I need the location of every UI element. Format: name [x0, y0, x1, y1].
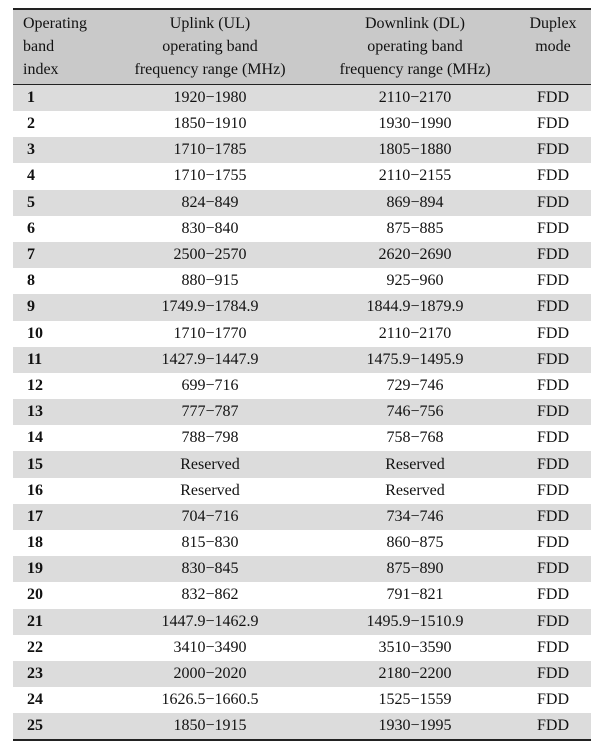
uplink-range-cell: 1710−1770	[173, 324, 247, 342]
band-index-cell: 22	[27, 638, 43, 656]
uplink-range-cell: 1626.5−1660.5	[161, 691, 259, 709]
table-header	[13, 9, 591, 85]
table-row	[13, 687, 591, 713]
table-row	[13, 530, 591, 556]
table-row	[13, 635, 591, 661]
downlink-range-cell: 860−875	[386, 534, 444, 552]
operating-bands-table	[13, 8, 591, 741]
table-row	[13, 294, 591, 320]
duplex-mode-cell: FDD	[536, 193, 569, 211]
duplex-mode-cell: FDD	[536, 560, 569, 578]
uplink-range-cell: 1710−1785	[173, 141, 247, 159]
downlink-range-cell: Reserved	[385, 455, 445, 473]
downlink-range-cell: 729−746	[386, 376, 444, 394]
band-index-cell: 10	[27, 324, 43, 342]
duplex-mode-cell: FDD	[536, 638, 569, 656]
duplex-mode-cell: FDD	[536, 717, 569, 735]
duplex-mode-cell: FDD	[536, 612, 569, 630]
downlink-range-cell: 1805−1880	[378, 141, 452, 159]
band-index-cell: 11	[27, 350, 43, 368]
uplink-range-cell: 830−840	[181, 219, 239, 237]
band-index-cell: 2	[27, 115, 35, 133]
uplink-range-cell: 704−716	[181, 507, 239, 525]
downlink-range-cell: 1844.9−1879.9	[366, 298, 464, 316]
duplex-mode-cell: FDD	[536, 455, 569, 473]
header-line: Downlink (DL)	[365, 15, 465, 32]
band-index-cell: 17	[27, 507, 43, 525]
band-index-cell: 9	[27, 298, 35, 316]
header-line: operating band	[162, 38, 258, 55]
downlink-range-cell: 1495.9−1510.9	[366, 612, 464, 630]
band-index-cell: 16	[27, 481, 43, 499]
duplex-mode-cell: FDD	[536, 586, 569, 604]
duplex-mode-cell: FDD	[536, 665, 569, 683]
downlink-range-cell: 1930−1990	[378, 115, 452, 133]
duplex-mode-cell: FDD	[536, 298, 569, 316]
duplex-mode-cell: FDD	[536, 350, 569, 368]
table-row	[13, 425, 591, 451]
header-line: operating band	[367, 38, 463, 55]
downlink-range-cell: 734−746	[386, 507, 444, 525]
downlink-range-cell: 2180−2200	[378, 665, 452, 683]
downlink-range-cell: 1475.9−1495.9	[366, 350, 464, 368]
duplex-mode-cell: FDD	[536, 115, 569, 133]
downlink-range-cell: 1525−1559	[378, 691, 452, 709]
header-line: Duplex	[529, 15, 577, 32]
header-downlink	[315, 9, 515, 85]
band-index-cell: 19	[27, 560, 43, 578]
uplink-range-cell: 1427.9−1447.9	[161, 350, 259, 368]
table-row	[13, 373, 591, 399]
band-index-cell: 1	[27, 89, 35, 106]
table-row	[13, 137, 591, 163]
band-index-cell: 18	[27, 534, 43, 552]
downlink-range-cell: 875−890	[386, 560, 444, 578]
table-row	[13, 163, 591, 189]
uplink-range-cell: 788−798	[181, 429, 239, 447]
uplink-range-cell: 880−915	[181, 272, 239, 290]
duplex-mode-cell: FDD	[536, 141, 569, 159]
duplex-mode-cell: FDD	[536, 691, 569, 709]
band-index-cell: 7	[27, 246, 35, 264]
uplink-range-cell: 2000−2020	[173, 665, 247, 683]
uplink-range-cell: 830−845	[181, 560, 239, 578]
table-row	[13, 582, 591, 608]
header-uplink	[105, 9, 315, 85]
downlink-range-cell: 875−885	[386, 219, 444, 237]
header-line: Operating	[23, 15, 87, 32]
duplex-mode-cell: FDD	[536, 534, 569, 552]
band-index-cell: 3	[27, 141, 35, 159]
band-index-cell: 12	[27, 376, 43, 394]
band-index-cell: 15	[27, 455, 43, 473]
duplex-mode-cell: FDD	[536, 89, 569, 106]
downlink-range-cell: 791−821	[386, 586, 444, 604]
uplink-range-cell: 2500−2570	[173, 246, 247, 264]
downlink-range-cell: 2110−2170	[378, 324, 452, 342]
uplink-range-cell: Reserved	[180, 455, 240, 473]
uplink-range-cell: 1850−1915	[173, 717, 247, 735]
table-row	[13, 504, 591, 530]
band-index-cell: 23	[27, 665, 43, 683]
duplex-mode-cell: FDD	[536, 219, 569, 237]
band-index-cell: 13	[27, 403, 43, 421]
duplex-mode-cell: FDD	[536, 507, 569, 525]
duplex-mode-cell: FDD	[536, 429, 569, 447]
band-index-cell: 8	[27, 272, 35, 290]
duplex-mode-cell: FDD	[536, 246, 569, 264]
band-index-cell: 14	[27, 429, 43, 447]
table-row	[13, 85, 591, 112]
header-line: band	[23, 38, 55, 55]
band-index-cell: 6	[27, 219, 35, 237]
table-row	[13, 347, 591, 373]
document-page	[13, 8, 591, 741]
header-line: mode	[535, 38, 571, 55]
uplink-range-cell: 1710−1755	[173, 167, 247, 185]
header-band-index	[13, 9, 105, 85]
band-index-cell: 21	[27, 612, 43, 630]
header-line: Uplink (UL)	[169, 15, 251, 32]
table-row	[13, 216, 591, 242]
downlink-range-cell: Reserved	[385, 481, 445, 499]
duplex-mode-cell: FDD	[536, 324, 569, 342]
band-index-cell: 25	[27, 717, 43, 735]
table-row	[13, 111, 591, 137]
uplink-range-cell: 3410−3490	[173, 638, 247, 656]
uplink-range-cell: 1447.9−1462.9	[161, 612, 259, 630]
downlink-range-cell: 869−894	[386, 193, 444, 211]
band-index-cell: 4	[27, 167, 35, 185]
downlink-range-cell: 925−960	[386, 272, 444, 290]
table-row	[13, 609, 591, 635]
band-index-cell: 20	[27, 586, 43, 604]
header-line: frequency range (MHz)	[339, 61, 491, 78]
table-row	[13, 399, 591, 425]
table-row	[13, 556, 591, 582]
downlink-range-cell: 3510−3590	[378, 638, 452, 656]
table-body	[13, 85, 591, 741]
uplink-range-cell: 824−849	[181, 193, 239, 211]
uplink-range-cell: 1850−1910	[173, 115, 247, 133]
uplink-range-cell: 832−862	[181, 586, 239, 604]
header-line: index	[23, 61, 59, 78]
table-row	[13, 478, 591, 504]
header-duplex-mode	[515, 9, 591, 85]
uplink-range-cell: 1920−1980	[173, 89, 247, 106]
uplink-range-cell: 777−787	[181, 403, 239, 421]
band-index-cell: 5	[27, 193, 35, 211]
downlink-range-cell: 1930−1995	[378, 717, 452, 735]
duplex-mode-cell: FDD	[536, 376, 569, 394]
duplex-mode-cell: FDD	[536, 481, 569, 499]
uplink-range-cell: 1749.9−1784.9	[161, 298, 259, 316]
table-row	[13, 268, 591, 294]
table-row	[13, 713, 591, 740]
downlink-range-cell: 758−768	[386, 429, 444, 447]
duplex-mode-cell: FDD	[536, 272, 569, 290]
band-index-cell: 24	[27, 691, 43, 709]
duplex-mode-cell: FDD	[536, 167, 569, 185]
uplink-range-cell: Reserved	[180, 481, 240, 499]
header-line: frequency range (MHz)	[134, 61, 286, 78]
table-row	[13, 661, 591, 687]
downlink-range-cell: 2110−2155	[378, 167, 452, 185]
table-row	[13, 451, 591, 477]
duplex-mode-cell: FDD	[536, 403, 569, 421]
table-row	[13, 190, 591, 216]
downlink-range-cell: 746−756	[386, 403, 444, 421]
table-row	[13, 242, 591, 268]
downlink-range-cell: 2110−2170	[378, 89, 452, 106]
downlink-range-cell: 2620−2690	[378, 246, 452, 264]
table-row	[13, 321, 591, 347]
uplink-range-cell: 699−716	[181, 376, 239, 394]
uplink-range-cell: 815−830	[181, 534, 239, 552]
header-row	[13, 9, 591, 85]
